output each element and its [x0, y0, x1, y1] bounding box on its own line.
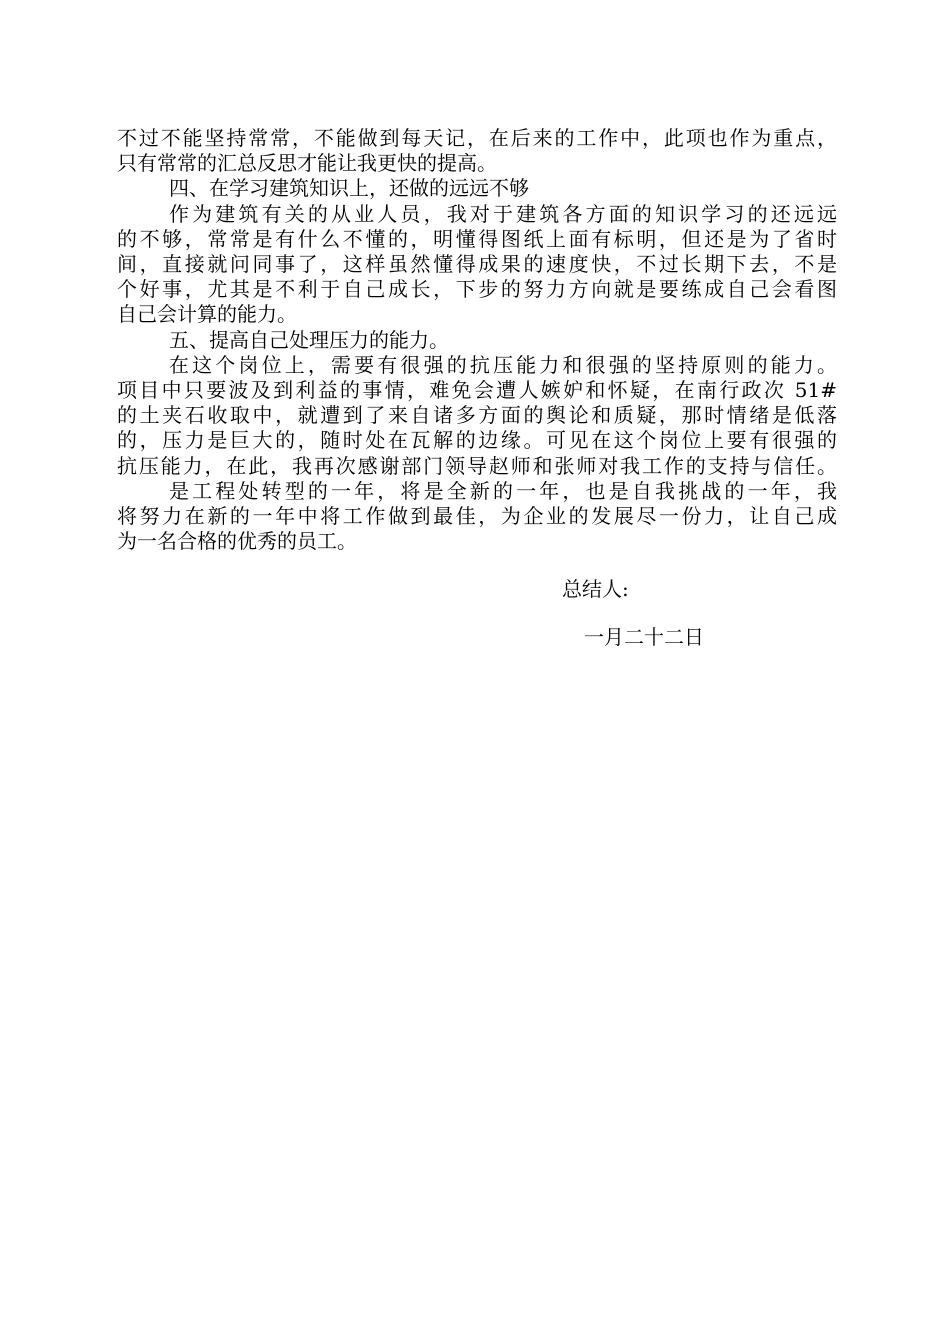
text-line: 四、在学习建筑知识上，还做的远远不够	[169, 176, 529, 201]
text-line: 项目中只要波及到利益的事情，难免会遭人嫉妒和怀疑，在南行政次 51#	[117, 378, 837, 403]
text-line: 作为建筑有关的从业人员，我对于建筑各方面的知识学习的还远远	[169, 201, 837, 226]
text-line: 为一名合格的优秀的员工。	[117, 529, 357, 554]
text-line: 个好事，尤其是不利于自己成长，下步的努力方向就是要练成自己会看图	[117, 277, 837, 302]
text-line: 的土夹石收取中，就遭到了来自诸多方面的舆论和质疑，那时情绪是低落	[117, 403, 837, 428]
text-line: 是工程处转型的一年，将是全新的一年，也是自我挑战的一年，我	[169, 478, 837, 503]
text-line: 只有常常的汇总反思才能让我更快的提高。	[117, 151, 497, 176]
text-line: 的，压力是巨大的，随时处在瓦解的边缘。可见在这个岗位上要有很强的	[117, 428, 837, 453]
text-line: 间，直接就问同事了，这样虽然懂得成果的速度快，不过长期下去，不是	[117, 252, 837, 277]
text-line: 在这个岗位上，需要有很强的抗压能力和很强的坚持原则的能力。	[169, 352, 837, 377]
text-line: 抗压能力，在此，我再次感谢部门领导赵师和张师对我工作的支持与信任。	[117, 453, 837, 478]
text-line: 五、提高自己处理压力的能力。	[169, 327, 449, 352]
text-line: 将努力在新的一年中将工作做到最佳，为企业的发展尽一份力，让自己成	[117, 504, 837, 529]
date-label: 一月二十二日	[584, 625, 704, 649]
signature-label: 总结人:	[562, 577, 629, 601]
text-line: 不过不能坚持常常，不能做到每天记，在后来的工作中，此项也作为重点，	[117, 126, 837, 150]
text-line: 自己会计算的能力。	[117, 302, 297, 327]
text-line: 的不够，常常是有什么不懂的，明懂得图纸上面有标明，但还是为了省时	[117, 226, 837, 251]
document-body	[117, 126, 837, 554]
